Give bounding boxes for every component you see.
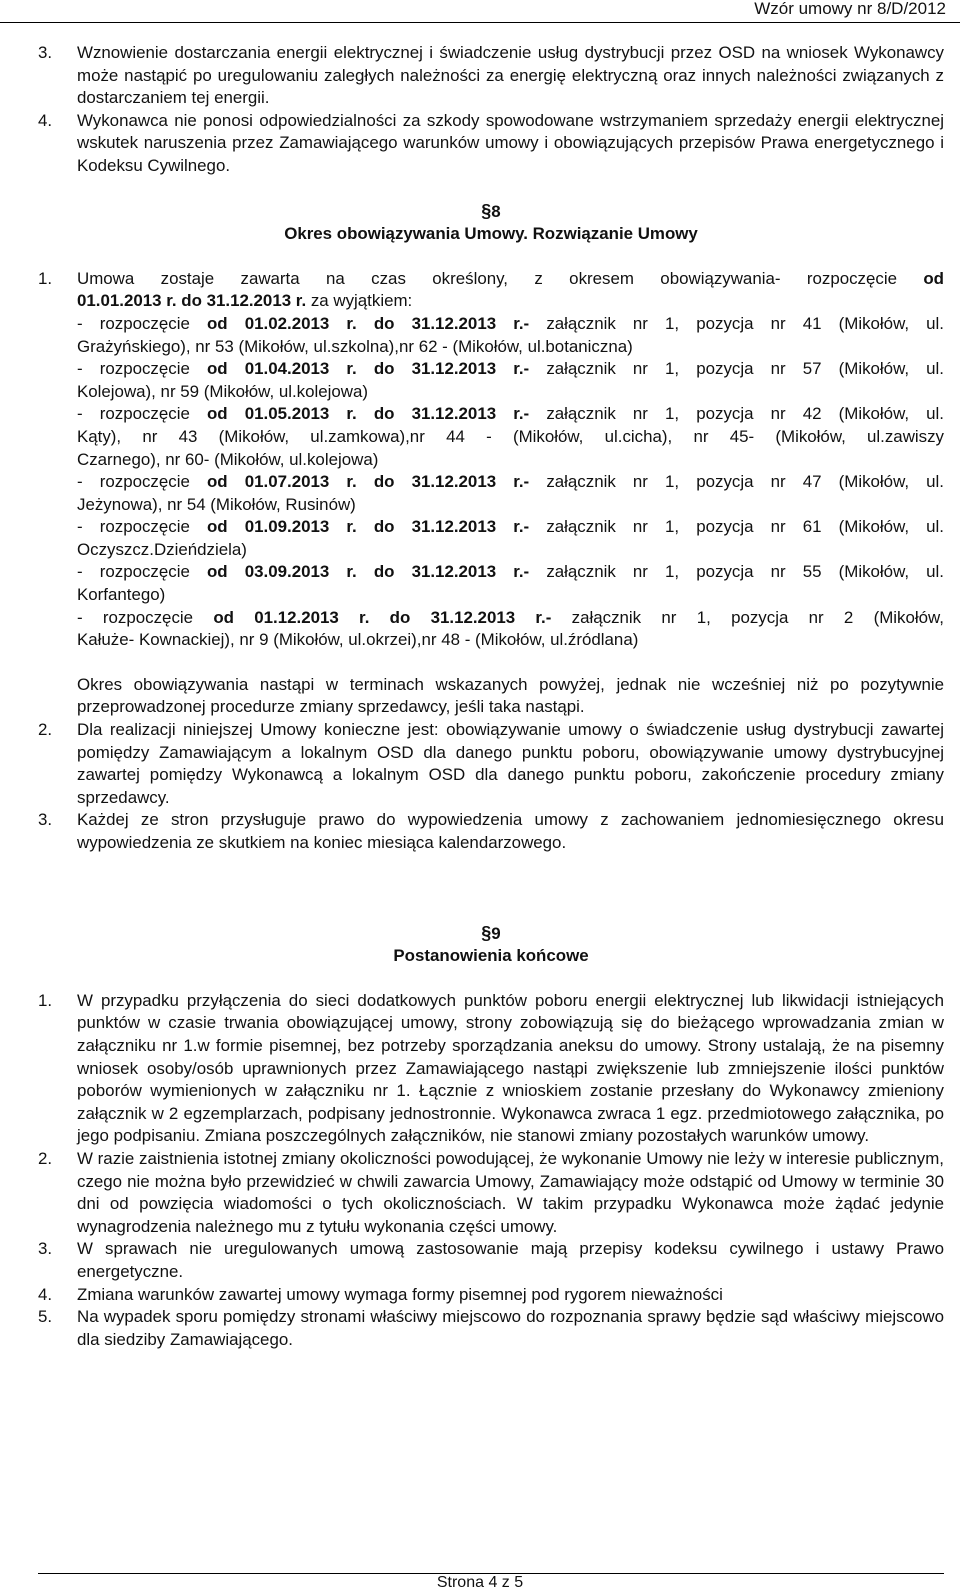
- document-body: [38, 42, 944, 1351]
- list-item: [38, 268, 944, 313]
- item-number: 1.: [38, 268, 53, 288]
- list-item: - rozpoczęcie od 01.04.2013 r. do 31.12.2013 r.- załącznik nr 1, pozycja nr 57 (Mikołów, ul. Kolejowa), nr 59 (Mikołów, ul.kolejowa): [77, 359, 944, 401]
- item-text: W razie zaistnienia istotnej zmiany okoliczności powodującej, że wykonanie Umowy nie leży w interesie publicznym, czego nie można było przewidzieć w chwili zawarcia Umowy, Zamawiający może odstąpić od Umowy w terminie 30 dni od powzięcia wiadomości o tych okolicznościach. W takim przypadku Wykonawca może żądać jedynie wynagrodzenia należnego mu z tytułu wykonania części umowy.: [77, 1148, 944, 1236]
- list-item: [38, 1148, 944, 1238]
- item-number: 3.: [38, 1239, 53, 1259]
- item-text: W sprawach nie uregulowanych umową zastosowanie mają przepisy kodeksu cywilnego i ustawy Prawo energetyczne.: [77, 1239, 944, 1281]
- list-item: [38, 110, 944, 178]
- item-text: Zmiana warunków zawartej umowy wymaga formy pisemnej pod rygorem nieważności: [77, 1284, 723, 1304]
- item-text: Wykonawca nie ponosi odpowiedzialności za szkody spowodowane wstrzymaniem sprzedaży energii elektrycznej wskutek naruszenia przez Zamawiającego warunków umowy i obowiązujących przepisów Prawa energetycznego i Kodeksu Cywilnego.: [77, 110, 944, 175]
- item-number: 2.: [38, 720, 53, 740]
- list-item: - rozpoczęcie od 01.12.2013 r. do 31.12.2013 r.- załącznik nr 1, pozycja nr 2 (Mikołów, Kałuże- Kownackiej), nr 9 (Mikołów, ul.okrzei),nr 48 - (Mikołów, ul.źródlana): [77, 607, 944, 650]
- item-number: 5.: [38, 1307, 53, 1327]
- list-item: - rozpoczęcie od 03.09.2013 r. do 31.12.2013 r.- załącznik nr 1, pozycja nr 55 (Mikołów, ul. Korfantego): [77, 562, 944, 605]
- section-title: Postanowienia końcowe: [393, 946, 589, 966]
- list-item: [38, 1306, 944, 1351]
- list-item: - rozpoczęcie od 01.02.2013 r. do 31.12.2013 r.- załącznik nr 1, pozycja nr 41 (Mikołów, ul. Grażyńskiego), nr 53 (Mikołów, ul.szkolna),nr 62 - (Mikołów, ul.botaniczna): [77, 313, 944, 356]
- page-number: Strona 4 z 5: [436, 1574, 524, 1591]
- item-text-bold: od: [923, 268, 944, 288]
- item-text: Na wypadek sporu pomiędzy stronami właściwy miejscowo do rozpoznania sprawy będzie sąd właściwy miejscowo dla siedziby Zamawiającego.: [77, 1307, 944, 1349]
- section-8-heading: [38, 200, 944, 246]
- list-item: [38, 1238, 944, 1283]
- paragraph-sign: §: [481, 200, 492, 221]
- item-number: 4.: [38, 110, 53, 130]
- list-item: - rozpoczęcie od 01.05.2013 r. do 31.12.2013 r.- załącznik nr 1, pozycja nr 42 (Mikołów, ul. Kąty), nr 43 (Mikołów, ul.zamkowa),nr 44 - (Mikołów, ul.cicha), nr 45- (Mikołów, ul.zawiszy Czarnego), nr 60- (Mikołów, ul.kolejowa): [77, 404, 944, 469]
- item-text: Wznowienie dostarczania energii elektrycznej i świadczenie usług dystrybucji przez OSD na wniosek Wykonawcy może nastąpić po uregulowaniu zaległych należności za energię elektryczną oraz innych należności związanych z dostarczaniem tej energii.: [77, 43, 944, 108]
- item-number: 4.: [38, 1284, 53, 1304]
- document-title: Wzór umowy nr 8/D/2012: [754, 0, 946, 18]
- list-item: [38, 1284, 944, 1307]
- item-text: Dla realizacji niniejszej Umowy konieczne jest: obowiązywanie umowy o świadczenie usług dystrybucji zawartej pomiędzy Zamawiającym a lokalnym OSD dla danego punktu poboru, obowiązywanie umowy dystrybucyjnej zawartej pomiędzy Wykonawcą a lokalnym OSD dla danego punktu poboru, zakończenie procedury zmiany sprzedawcy.: [77, 720, 944, 807]
- contract-dates: 01.01.2013 r. do 31.12.2013 r.: [77, 291, 307, 311]
- list-item: - rozpoczęcie od 01.07.2013 r. do 31.12.2013 r.- załącznik nr 1, pozycja nr 47 (Mikołów, ul. Jeżynowa), nr 54 (Mikołów, Rusinów): [77, 472, 944, 514]
- item-text: Umowa zostaje zawarta na czas określony, z okresem obowiązywania- rozpoczęcie: [77, 268, 897, 288]
- item-text: za wyjątkiem:: [310, 291, 413, 311]
- list-item: [38, 990, 944, 1148]
- period-note: Okres obowiązywania nastąpi w terminach wskazanych powyżej, jednak nie wcześniej niż po pozytywnie przeprowadzonej procedurze zmiany sprzedawcy, jeśli taka nastąpi.: [77, 674, 944, 717]
- item-number: 3.: [38, 43, 53, 62]
- list-item: [38, 42, 944, 110]
- item-text: Każdej ze stron przysługuje prawo do wypowiedzenia umowy z zachowaniem jednomiesięcznego okresu wypowiedzenia ze skutkiem na koniec miesiąca kalendarzowego.: [77, 810, 944, 852]
- paragraph-sign: §: [481, 922, 492, 943]
- page-header: [0, 0, 960, 23]
- item-number: 3.: [38, 810, 53, 830]
- section-number: 8: [491, 201, 501, 221]
- section-title: Okres obowiązywania Umowy. Rozwiązanie Umowy: [284, 224, 698, 244]
- start-dates-list: [38, 313, 944, 652]
- list-item: [38, 719, 944, 809]
- page-footer: [0, 1566, 960, 1589]
- item-text: W przypadku przyłączenia do sieci dodatkowych punktów poboru energii elektrycznej lub likwidacji istniejących punktów w czasie trwania obowiązującej umowy, strony zobowiązują się do bieżącego wprowadzania zmian w załączniku nr 1.w formie pisemnej, bez potrzeby sporządzania aneksu do umowy. Strony ustalają, że na pisemny wniosek osoby/osób uprawnionych przez Zamawiającego nastąpi zwiększenie lub zmniejszenie ilości punktów poborów wymienionych w załączniku nr 1. Łącznie z wnioskiem zostanie przesłany do Wykonawcy zmieniony załącznik w 2 egzemplarzach, podpisany jednostronnie. Wykonawca zwraca 1 egz. przedmiotowego załącznika, po jego podpisaniu. Zmiana poszczególnych załączników, nie stanowi zmiany pozostałych warunków umowy.: [77, 990, 944, 1146]
- list-item: [38, 809, 944, 854]
- section-9-heading: [38, 922, 944, 968]
- item-number: 1.: [38, 990, 53, 1010]
- item-number: 2.: [38, 1148, 53, 1168]
- list-item: - rozpoczęcie od 01.09.2013 r. do 31.12.2013 r.- załącznik nr 1, pozycja nr 61 (Mikołów, ul. Oczyszcz.Dzieńdziela): [77, 517, 944, 559]
- section-number: 9: [491, 923, 501, 943]
